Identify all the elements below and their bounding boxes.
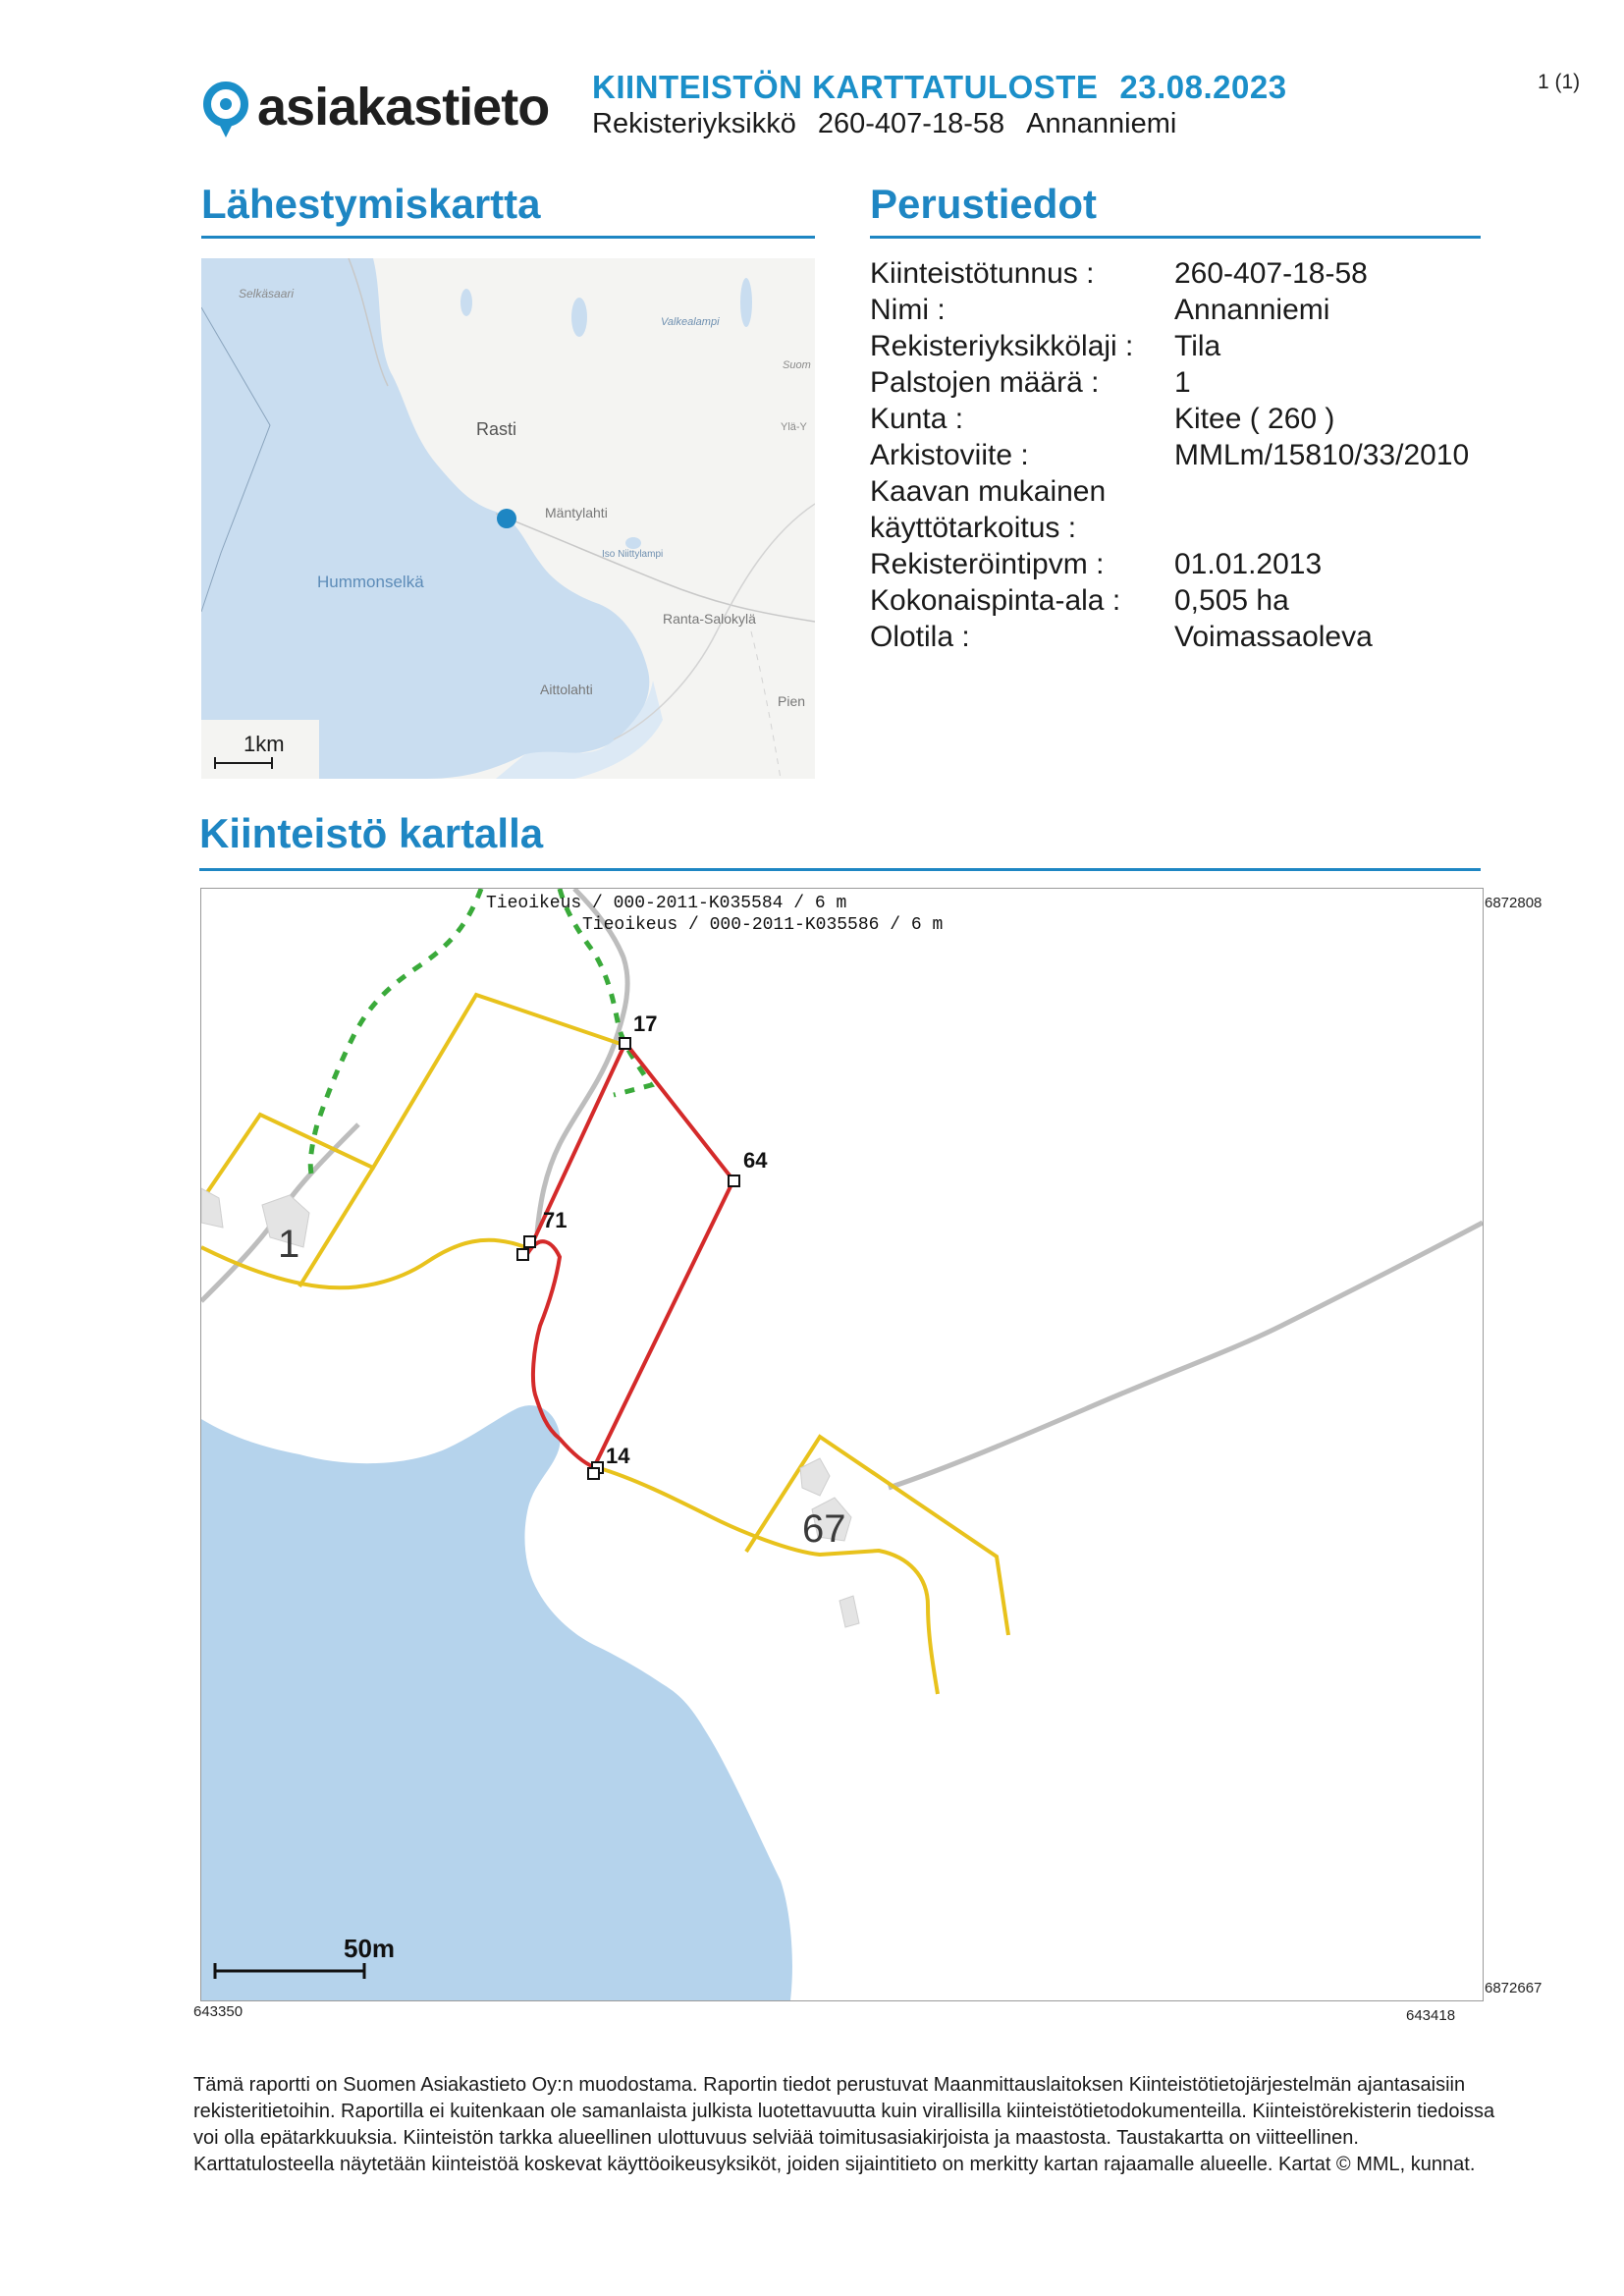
place-hummonselka: Hummonselkä [317,573,424,591]
info-label: Kunta : [870,403,964,435]
property-map-heading: Kiinteistö kartalla [199,810,544,856]
info-row [870,510,1469,546]
info-value: Kitee ( 260 ) [1174,403,1335,435]
disclaimer-text: Tämä raportti on Suomen Asiakastieto Oy:n muodostama. Raportin tiedot perustuvat Maanmittauslaitoksen Kiinteistötietojärjestelmän ajantasaisiin rekisteritietoihin. Raportilla ei kuitenkaan ole samanlaista julkista luotettavuutta kuin virallisilla kiinteistötietodokumenteilla. Kiinteistörekisterin tiedoissa voi olla epätarkkuuksia. Kiinteistön tarkka alueellinen ulottuvuus selviää toimitusasiakirjoista ja maastosta. Taustakartta on viitteellinen. Karttatulosteella näytetään kiinteistöä koskevat käyttöoikeusyksiköt, joiden sijaintitieto on merkitty kartan rajaamalle alueelle. Kartat © MML, kunnat. [193,2074,1495,2175]
point-label-14: 14 [606,1444,630,1468]
boundary-point-14b[interactable] [588,1468,599,1479]
place-pien: Pien [778,693,806,709]
info-row [870,255,1469,292]
point-label-71: 71 [543,1208,568,1232]
info-label: Nimi : [870,294,946,326]
register-line [592,108,1198,140]
title-text: KIINTEISTÖN KARTTATULOSTE [592,69,1099,105]
place-ranta-salokyla: Ranta-Salokylä [663,611,756,627]
basic-info-heading: Perustiedot [870,181,1098,227]
info-label: Palstojen määrä : [870,366,1100,399]
map-scale-label: 50m [344,1934,396,1963]
basic-info-table [870,255,1469,655]
place-yla: Ylä-Y [781,421,807,433]
overview-pond [571,298,587,337]
register-label: Rekisteriyksikkö [592,108,796,139]
property-map[interactable] [200,888,1484,2001]
place-suom: Suom [783,359,811,371]
point-label-17: 17 [633,1011,658,1036]
info-row [870,619,1469,655]
coord-east-right: 643418 [1406,2007,1456,2024]
info-value: 1 [1174,366,1191,399]
boundary-point-71[interactable] [524,1236,535,1247]
info-row [870,546,1469,582]
parcel-number-1: 1 [278,1223,300,1266]
info-row [870,582,1469,619]
coord-east-left: 643350 [193,2003,244,2020]
info-label: Kaavan mukainen [870,475,1107,508]
register-id: 260-407-18-58 [817,108,1005,139]
property-location-marker[interactable] [497,509,516,528]
document-title [592,69,1287,106]
asiakastieto-logo-icon [201,81,250,139]
basic-info-heading-rule [870,236,1481,239]
parcel-number-67: 67 [802,1507,846,1551]
info-row [870,292,1469,328]
place-aittolahti: Aittolahti [540,682,593,697]
info-value: Tila [1174,330,1221,362]
overview-pond [625,537,641,549]
info-value: 01.01.2013 [1174,548,1323,580]
info-row [870,437,1469,473]
coord-north-bottom: 6872667 [1485,1980,1543,1996]
info-value: 260-407-18-58 [1174,257,1368,290]
place-niittylampi: Iso Niittylampi [602,549,664,560]
property-map-heading-rule [199,868,1481,871]
info-row [870,328,1469,364]
info-value: 0,505 ha [1174,584,1289,617]
easement-label-1: Tieoikeus / 000-2011-K035584 / 6 m [486,894,847,913]
overview-map[interactable] [201,258,815,779]
info-value: Voimassaoleva [1174,621,1373,653]
info-row [870,401,1469,437]
overview-pond [740,278,752,327]
place-rasti: Rasti [476,419,517,439]
place-valkealampi: Valkealampi [661,316,720,328]
place-mantylahti: Mäntylahti [545,505,608,520]
register-name: Annanniemi [1026,108,1177,139]
info-label: käyttötarkoitus : [870,512,1077,544]
document-date: 23.08.2023 [1119,69,1287,105]
easement-label-2: Tieoikeus / 000-2011-K035586 / 6 m [582,915,944,935]
info-label: Arkistoviite : [870,439,1029,471]
info-row [870,473,1469,510]
overview-heading-rule [201,236,815,239]
point-label-64: 64 [743,1148,768,1173]
overview-scale-label: 1km [244,732,285,756]
info-label: Rekisteröintipvm : [870,548,1105,580]
info-label: Olotila : [870,621,970,653]
info-value: Annanniemi [1174,294,1330,326]
boundary-point-64[interactable] [729,1175,739,1186]
place-selkasaari: Selkäsaari [239,287,295,301]
info-label: Kokonaispinta-ala : [870,584,1121,617]
coord-north-top: 6872808 [1485,895,1543,911]
info-label: Rekisteriyksikkölaji : [870,330,1134,362]
logo-text: asiakastieto [257,78,550,137]
overview-map-heading: Lähestymiskartta [201,181,541,227]
boundary-point-17[interactable] [620,1038,630,1049]
page-number: 1 (1) [1538,71,1581,93]
info-value: MMLm/15810/33/2010 [1174,439,1470,471]
boundary-point-71b[interactable] [517,1249,528,1260]
info-label: Kiinteistötunnus : [870,257,1095,290]
info-row [870,364,1469,401]
overview-pond [460,289,472,316]
